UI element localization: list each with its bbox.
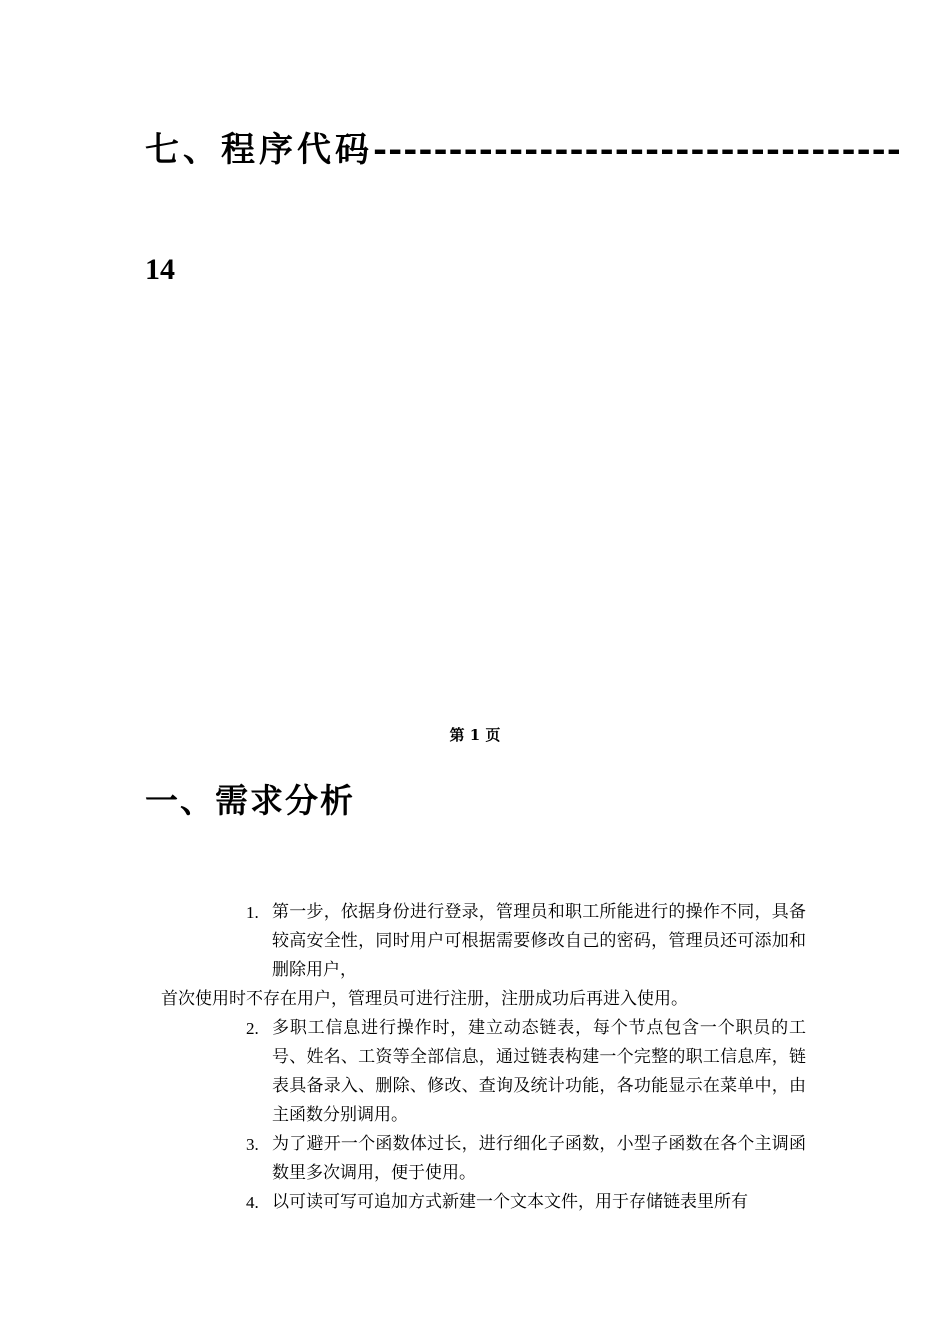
list-item-number: 4.: [246, 1193, 259, 1212]
requirements-body: [0, 898, 950, 1217]
page-footer: 第 1 页: [449, 726, 501, 744]
list-item: [246, 1130, 806, 1188]
section-heading: 一、需求分析: [145, 781, 355, 820]
toc-page-number: 14: [145, 253, 175, 286]
list-item-text: 以可读可写可追加方式新建一个文本文件，用于存储链表里所有: [272, 1192, 748, 1212]
toc-heading: [145, 128, 902, 172]
list-item-text: 为了避开一个函数体过长，进行细化子函数，小型子函数在各个主调函数里多次调用，便于使用。: [272, 1134, 806, 1183]
list-item-number: 3.: [246, 1135, 259, 1154]
toc-heading-text: 七、程序代码: [145, 130, 373, 170]
list-item: [246, 898, 806, 985]
list-item: [246, 1014, 806, 1130]
list-item-number: 1.: [246, 903, 259, 922]
list-item-text: 第一步，依据身份进行登录，管理员和职工所能进行的操作不同，具备较高安全性，同时用户可根据需要修改自己的密码，管理员还可添加和删除用户，: [272, 902, 806, 980]
note-paragraph: 首次使用时不存在用户，管理员可进行注册，注册成功后再进入使用。: [161, 989, 688, 1009]
list-item: [246, 1188, 806, 1217]
toc-leader-dashes: -----------------------------------: [373, 130, 902, 170]
list-item-text: 多职工信息进行操作时，建立动态链表，每个节点包含一个职员的工号、姓名、工资等全部信息，通过链表构建一个完整的职工信息库，链表具备录入、删除、修改、查询及统计功能，各功能显示在菜单中，由主函数分别调用。: [272, 1018, 806, 1125]
list-item-number: 2.: [246, 1019, 259, 1038]
